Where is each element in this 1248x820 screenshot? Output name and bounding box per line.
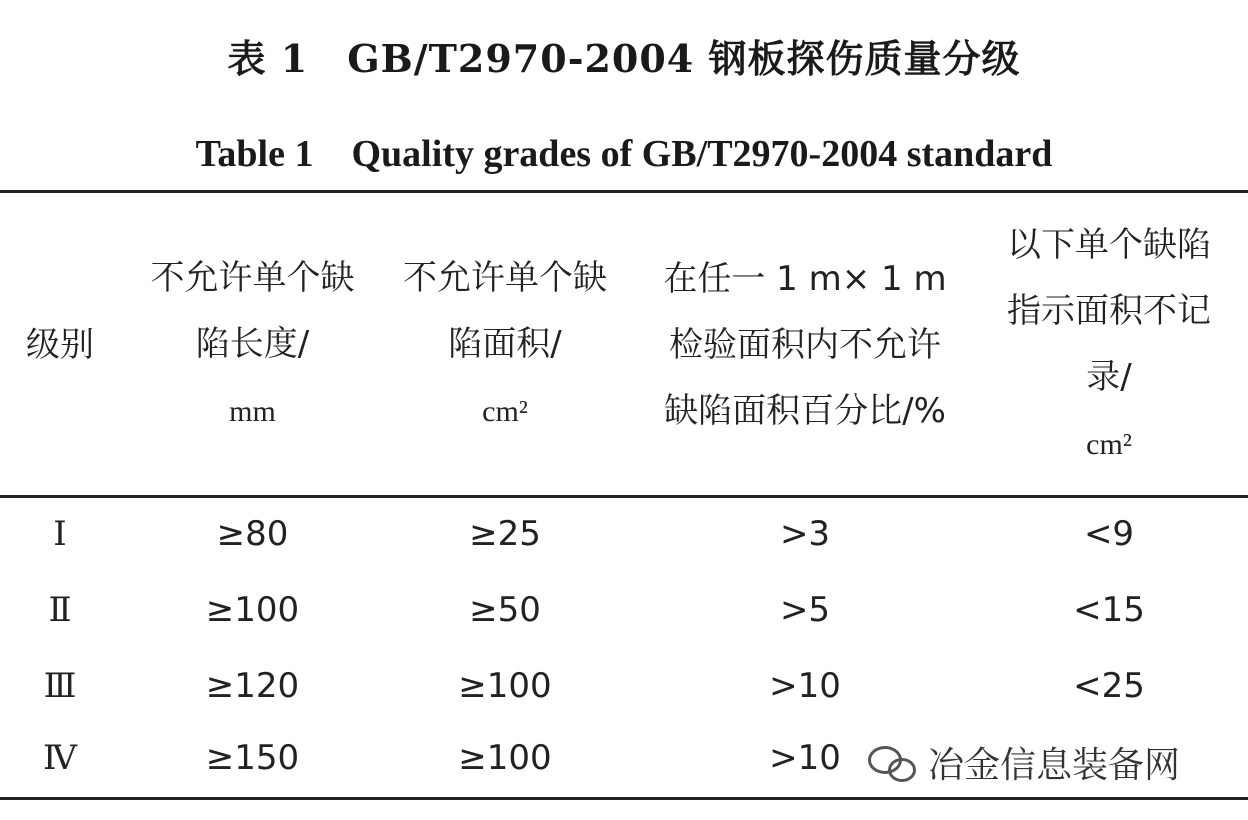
header-defect-area bbox=[380, 200, 630, 490]
cell-length: ≥100 bbox=[205, 590, 300, 630]
cell-area: ≥50 bbox=[469, 590, 541, 630]
watermark-text: 冶金信息装备网 bbox=[928, 744, 1181, 786]
cell-percentage: >5 bbox=[779, 590, 831, 630]
cell-length: ≥80 bbox=[216, 514, 289, 554]
header-defect-percentage bbox=[640, 200, 970, 490]
cell-grade: Ⅱ bbox=[48, 590, 72, 630]
cell-grade: Ⅳ bbox=[43, 738, 77, 778]
header-text: 以下单个缺陷指示面积不记录/ bbox=[1007, 225, 1211, 397]
header-text: 级别 bbox=[26, 325, 94, 365]
cell-length: ≥150 bbox=[205, 738, 300, 778]
header-grade bbox=[0, 200, 120, 490]
cell-grade: Ⅰ bbox=[53, 514, 67, 554]
cell-area: ≥100 bbox=[458, 666, 552, 706]
cell-percentage: >10 bbox=[769, 738, 841, 778]
header-text: 不允许单个缺陷面积/ bbox=[403, 258, 607, 364]
header-unit: cm² bbox=[1086, 428, 1132, 461]
cell-grade: Ⅲ bbox=[43, 666, 77, 706]
chat-bubble-icon bbox=[868, 742, 916, 782]
header-text: 不允许单个缺陷长度/ bbox=[150, 258, 355, 364]
cell-area: ≥100 bbox=[458, 738, 552, 778]
header-unrecorded-area bbox=[970, 200, 1248, 490]
header-defect-length bbox=[125, 200, 380, 490]
table-title-english: Table 1 Quality grades of GB/T2970-2004 standard bbox=[195, 133, 1053, 175]
cell-percentage: >10 bbox=[769, 666, 841, 706]
cell-unrecorded: <9 bbox=[1083, 514, 1135, 554]
cell-unrecorded: <25 bbox=[1073, 666, 1145, 706]
top-rule bbox=[0, 190, 1248, 193]
header-text: 在任一 1 m× 1 m 检验面积内不允许缺陷面积百分比/% bbox=[663, 259, 947, 431]
watermark bbox=[860, 734, 1188, 790]
bottom-rule bbox=[0, 797, 1248, 800]
cell-length: ≥120 bbox=[205, 666, 300, 706]
table-title-chinese: 表 1 GB/T2970-2004 钢板探伤质量分级 bbox=[227, 36, 1021, 81]
cell-percentage: >3 bbox=[779, 514, 831, 554]
cell-area: ≥25 bbox=[469, 514, 541, 554]
header-rule bbox=[0, 495, 1248, 498]
cell-unrecorded: <15 bbox=[1073, 590, 1145, 630]
header-unit: mm bbox=[229, 395, 276, 428]
header-unit: cm² bbox=[482, 395, 528, 428]
